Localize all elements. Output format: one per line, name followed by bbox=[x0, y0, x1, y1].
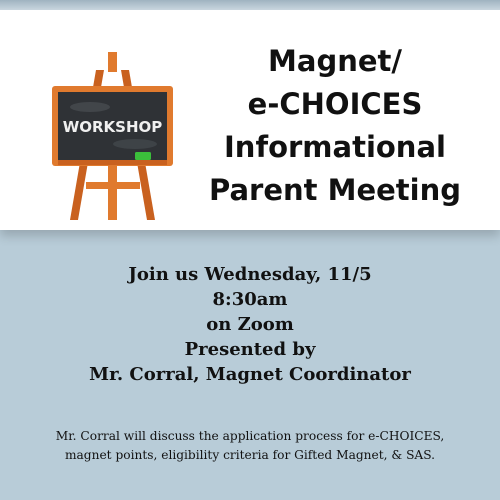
board-label: WORKSHOP bbox=[62, 118, 163, 136]
presenter: Mr. Corral, Magnet Coordinator bbox=[89, 364, 411, 385]
event-location: on Zoom bbox=[206, 314, 294, 335]
event-date: Join us Wednesday, 11/5 bbox=[128, 264, 372, 285]
description-line: magnet points, eligibility criteria for Gifted Magnet, & SAS. bbox=[64, 448, 436, 462]
event-time: 8:30am bbox=[212, 289, 288, 310]
title-line: Informational bbox=[224, 130, 446, 164]
presented-by: Presented by bbox=[184, 339, 316, 360]
easel-chalkboard-icon bbox=[50, 52, 175, 222]
eraser-icon bbox=[135, 152, 151, 160]
event-description bbox=[20, 427, 480, 465]
page-title bbox=[195, 40, 475, 212]
title-line: Parent Meeting bbox=[208, 173, 462, 207]
chalk-tray bbox=[58, 160, 167, 165]
top-strip bbox=[0, 0, 500, 10]
easel-center-leg bbox=[108, 164, 117, 220]
title-line: e-CHOICES bbox=[247, 87, 423, 121]
event-details bbox=[0, 262, 500, 387]
title-line: Magnet/ bbox=[268, 44, 402, 78]
description-line: Mr. Corral will discuss the application process for e-CHOICES, bbox=[55, 429, 445, 443]
easel-top-peg bbox=[108, 52, 117, 72]
